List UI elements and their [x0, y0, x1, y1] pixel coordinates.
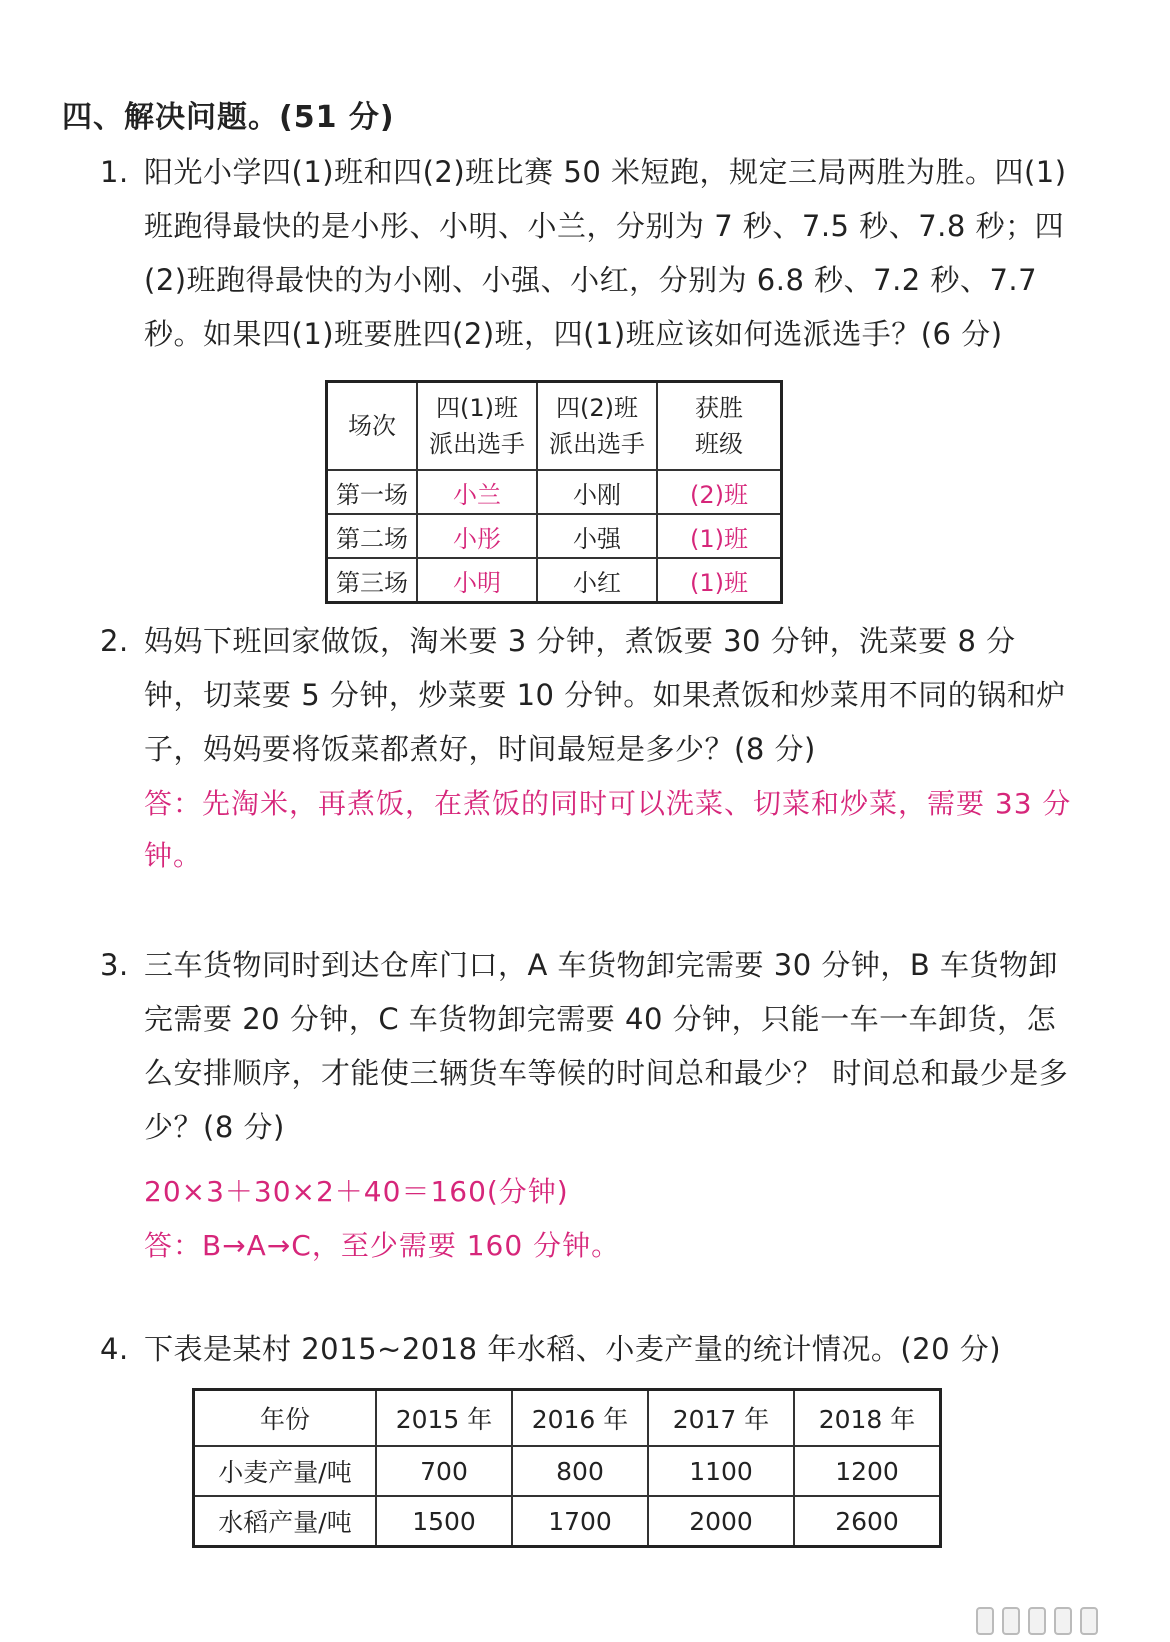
row-label: 水稻产量/吨 [194, 1496, 377, 1547]
class2-player-cell: 小强 [537, 514, 657, 558]
value-cell: 700 [376, 1446, 512, 1496]
header-2016: 2016 年 [512, 1390, 648, 1447]
yield-table [192, 1388, 942, 1548]
table-row [327, 558, 782, 603]
winner-cell: (2)班 [657, 470, 782, 514]
header-2018: 2018 年 [794, 1390, 941, 1447]
table-row [194, 1496, 941, 1547]
answer-3: 答：B→A→C，至少需要 160 分钟。 [144, 1229, 621, 1262]
header-class2 [537, 382, 657, 471]
header-class1 [417, 382, 537, 471]
value-cell: 800 [512, 1446, 648, 1496]
header-year: 年份 [194, 1390, 377, 1447]
image-pager[interactable] [976, 1607, 1126, 1633]
question-text: 妈妈下班回家做饭，淘米要 3 分钟，煮饭要 30 分钟，洗菜要 8 分钟，切菜要 5 分钟，炒菜要 10 分钟。如果煮饭和炒菜用不同的锅和炉子，妈妈要将饭菜都煮好，时间最短是多少？(8 分) [144, 624, 1066, 766]
round-cell: 第一场 [327, 470, 418, 514]
header-2017: 2017 年 [648, 1390, 794, 1447]
header-2015: 2015 年 [376, 1390, 512, 1447]
value-cell: 2600 [794, 1496, 941, 1547]
answer-2: 答：先淘米，再煮饭，在煮饭的同时可以洗菜、切菜和炒菜，需要 33 分钟。 [144, 787, 1072, 872]
header-class2-text: 四(2)班 派出选手 [549, 394, 645, 458]
value-cell: 1500 [376, 1496, 512, 1547]
row-label: 小麦产量/吨 [194, 1446, 377, 1496]
pager-bar-icon[interactable] [976, 1607, 994, 1635]
table-header-row [327, 382, 782, 471]
class1-player-cell: 小彤 [417, 514, 537, 558]
formula-3: 20×3＋30×2＋40＝160(分钟) [144, 1175, 569, 1208]
question-number: 4. [100, 1332, 129, 1366]
question-2 [100, 614, 1070, 776]
section-title: 四、解决问题。(51 分) [62, 100, 395, 135]
question-text: 三车货物同时到达仓库门口，A 车货物卸完需要 30 分钟，B 车货物卸完需要 20 分钟，C 车货物卸完需要 40 分钟，只能一车一车卸货，怎么安排顺序，才能使三辆货车等候的时间总和最少？ 时间总和最少是多少？(8 分) [144, 948, 1069, 1144]
class2-player-cell: 小红 [537, 558, 657, 603]
question-1 [100, 145, 1070, 361]
pager-bar-icon[interactable] [1002, 1607, 1020, 1635]
question-number: 3. [100, 948, 129, 982]
question-text: 下表是某村 2015~2018 年水稻、小麦产量的统计情况。(20 分) [144, 1332, 1002, 1366]
pager-bar-icon[interactable] [1054, 1607, 1072, 1635]
question-number: 2. [100, 624, 129, 658]
round-cell: 第三场 [327, 558, 418, 603]
round-cell: 第二场 [327, 514, 418, 558]
pager-bar-icon[interactable] [1028, 1607, 1046, 1635]
winner-cell: (1)班 [657, 514, 782, 558]
question-3 [100, 938, 1070, 1154]
value-cell: 2000 [648, 1496, 794, 1547]
header-winner [657, 382, 782, 471]
value-cell: 1700 [512, 1496, 648, 1547]
pager-bar-icon[interactable] [1080, 1607, 1098, 1635]
value-cell: 1200 [794, 1446, 941, 1496]
winner-cell: (1)班 [657, 558, 782, 603]
class1-player-cell: 小明 [417, 558, 537, 603]
value-cell: 1100 [648, 1446, 794, 1496]
header-class1-text: 四(1)班 派出选手 [429, 394, 525, 458]
class1-player-cell: 小兰 [417, 470, 537, 514]
question-text: 阳光小学四(1)班和四(2)班比赛 50 米短跑，规定三局两胜为胜。四(1)班跑得最快的是小彤、小明、小兰，分别为 7 秒、7.5 秒、7.8 秒；四(2)班跑得最快的为小刚、小强、小红，分别为 6.8 秒、7.2 秒、7.7 秒。如果四(1)班要胜四(2)班，四(1)班应该如何选派选手？(6 分) [144, 155, 1067, 351]
table-row [327, 514, 782, 558]
question-4 [100, 1322, 1070, 1376]
class2-player-cell: 小刚 [537, 470, 657, 514]
header-round: 场次 [327, 382, 418, 471]
table-row [194, 1446, 941, 1496]
question-number: 1. [100, 155, 129, 189]
header-winner-text: 获胜 班级 [695, 394, 743, 458]
team-selection-table [325, 380, 783, 604]
table-header-row [194, 1390, 941, 1447]
table-row [327, 470, 782, 514]
